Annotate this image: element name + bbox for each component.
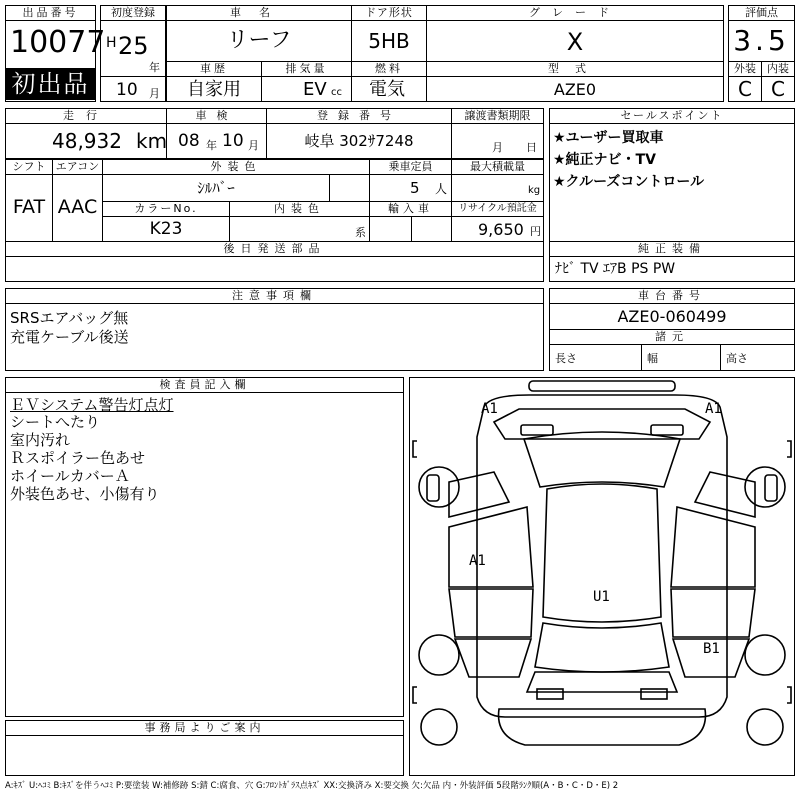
color: ｼﾙﾊﾞｰ <box>197 179 235 197</box>
first-reg-year: 25 <box>118 32 149 60</box>
score: 3.5 <box>733 24 790 57</box>
left-front-door <box>449 507 533 587</box>
wheel-rear-right <box>745 635 785 675</box>
inspector-line-3: 室内汚れ <box>10 431 71 449</box>
capacity-unit: 人 <box>435 182 448 196</box>
inspector-line-6: 外装色あせ、小傷有り <box>10 485 160 503</box>
interior-color-box <box>229 216 370 242</box>
history-label: 車歴 <box>166 61 262 77</box>
recycle-unit: 円 <box>530 225 541 238</box>
displacement-label: 排気量 <box>261 61 352 77</box>
recycle-label: リサイクル預託金 <box>451 201 544 217</box>
transfer-day-unit: 日 <box>526 141 537 154</box>
caution-line-1: SRSエアバッグ無 <box>10 309 129 327</box>
color-no-label: カラーNo. <box>102 201 230 217</box>
front-bumper-shape <box>529 381 675 391</box>
color-label: 外装色 <box>102 159 370 175</box>
width-label: 幅 <box>647 352 658 365</box>
bracket-right-bottom <box>787 687 791 703</box>
mark-front-right: A1 <box>705 401 722 417</box>
spare-wheel-left <box>421 709 457 745</box>
length-label: 長さ <box>555 352 577 365</box>
transfer-label: 譲渡書類期限 <box>451 108 544 124</box>
rear-window-shape <box>535 623 669 672</box>
chassis-number: AZE0-060499 <box>617 307 727 326</box>
mark-left-side: A1 <box>469 553 486 569</box>
score-label: 評価点 <box>728 5 795 21</box>
door-label: ドア形状 <box>351 5 427 21</box>
inspection-month: 10 <box>222 131 244 151</box>
body-outline <box>477 395 727 717</box>
rear-lamp-right <box>641 689 667 699</box>
exterior-label: 外装 <box>728 61 762 77</box>
door-type: 5HB <box>368 29 410 53</box>
interior-color-label: 内装色 <box>229 201 370 217</box>
legend: A:ｷｽﾞ U:ﾍｺﾐ B:ｷｽﾞを伴うﾍｺﾐ P:要塗装 W:補修跡 S:錆 C:腐食、穴 G:ﾌﾛﾝﾄｶﾞﾗｽ点ｷｽﾞ XX:交換済み X:要交換 欠:欠品 内・外装評価 5段階ﾗﾝｸ順(A・B・C・D・E) 2 <box>5 781 619 791</box>
model: AZE0 <box>553 80 597 99</box>
ac: AAC <box>57 196 98 218</box>
chassis-label: 車台番号 <box>549 288 795 304</box>
first-listing-badge: 初出品 <box>6 68 95 100</box>
left-rear-door <box>449 589 533 637</box>
capacity-label: 乗車定員 <box>369 159 452 175</box>
caution-line-2: 充電ケーブル後送 <box>10 328 129 346</box>
inspector-label: 検査員記入欄 <box>5 377 404 393</box>
mileage-label: 走行 <box>5 108 167 124</box>
bracket-left-bottom <box>413 687 417 703</box>
car-diagram <box>409 377 795 776</box>
mileage: 48,932 <box>52 129 122 153</box>
bracket-right-top <box>787 441 791 457</box>
ac-label: エアコン <box>52 159 103 175</box>
equipment: ﾅﾋﾞ TV ｴｱB PS PW <box>555 261 676 277</box>
load-label: 最大積載量 <box>451 159 544 175</box>
month-divider <box>100 76 166 77</box>
displacement: EV <box>303 79 327 100</box>
right-front-door <box>671 507 755 587</box>
bracket-left-top <box>413 441 417 457</box>
headlight-left <box>521 425 553 435</box>
office-box <box>5 735 404 776</box>
car-name: リーフ <box>226 28 292 53</box>
fuel-label: 燃料 <box>351 61 427 77</box>
inspection-month-unit: 月 <box>248 139 259 152</box>
load-unit: kg <box>528 185 541 196</box>
later-parts-box <box>5 256 544 282</box>
office-label: 事務局よりご案内 <box>5 720 404 736</box>
import-label: 輸入車 <box>369 201 452 217</box>
windshield-shape <box>524 432 680 487</box>
grade: X <box>566 28 584 56</box>
right-rear-door <box>671 589 755 637</box>
later-parts-label: 後日発送部品 <box>5 241 544 257</box>
recycle-amount: 9,650 <box>478 220 524 239</box>
caution-label: 注意事項欄 <box>5 288 544 304</box>
month-unit: 月 <box>149 87 160 100</box>
lot-label: 出品番号 <box>5 5 96 21</box>
displacement-unit: cc <box>331 87 342 98</box>
grade-label: グレード <box>426 5 724 21</box>
inspection-year: 08 <box>178 131 200 151</box>
year-unit: 年 <box>149 61 160 74</box>
height-label: 高さ <box>726 352 748 365</box>
exterior-grade: C <box>738 77 752 101</box>
inspector-line-4: Ｒスポイラー色あせ <box>10 449 146 467</box>
fuel: 電気 <box>369 79 405 100</box>
mark-rear-right: B1 <box>703 641 720 657</box>
mirror-left <box>427 475 439 501</box>
inspector-line-1: ＥＶシステム警告灯点灯 <box>10 396 174 414</box>
dims-label: 諸元 <box>549 329 795 345</box>
inspector-line-5: ホイールカバーＡ <box>10 467 130 485</box>
left-rear-quarter <box>455 639 531 677</box>
import-box-1 <box>369 216 412 242</box>
first-reg-label: 初度登録 <box>100 5 166 21</box>
sales-point-3: ★クルーズコントロール <box>553 174 705 190</box>
sales-point-2: ★純正ナビ・TV <box>553 152 656 168</box>
model-label: 型式 <box>426 61 724 77</box>
inspection-year-unit: 年 <box>206 139 217 152</box>
sales-point-1: ★ユーザー買取車 <box>553 130 664 146</box>
transfer-month-unit: 月 <box>492 141 503 154</box>
sales-label: セールスポイント <box>549 108 795 124</box>
color-no: K23 <box>149 219 183 239</box>
rear-lamp-left <box>537 689 563 699</box>
interior-label: 内装 <box>761 61 795 77</box>
shift: FAT <box>12 196 46 218</box>
rear-bumper-shape <box>499 709 706 745</box>
inspection-label: 車検 <box>166 108 267 124</box>
headlight-right <box>651 425 683 435</box>
spare-wheel-right <box>747 709 783 745</box>
era: H <box>106 35 117 51</box>
import-box-2 <box>411 216 452 242</box>
interior-grade: C <box>771 77 785 101</box>
car-name-label: 車名 <box>166 5 352 21</box>
wheel-rear-left <box>419 635 459 675</box>
capacity: 5 <box>410 179 420 197</box>
color-extra-box <box>329 174 370 202</box>
first-reg-month: 10 <box>116 80 138 100</box>
plate-label: 登録番号 <box>266 108 452 124</box>
mark-roof: U1 <box>593 589 610 605</box>
mirror-right <box>765 475 777 501</box>
plate-number: 岐阜 302ｻ7248 <box>304 132 414 150</box>
lot-number: 10077 <box>10 25 106 60</box>
inspector-line-2: シートへたり <box>10 413 101 431</box>
history: 自家用 <box>187 79 241 100</box>
shift-label: シフト <box>5 159 53 175</box>
mileage-unit: km <box>136 129 168 153</box>
equipment-label: 純正装備 <box>549 241 795 257</box>
mark-front-left: A1 <box>481 401 498 417</box>
interior-unit: 系 <box>355 226 366 239</box>
